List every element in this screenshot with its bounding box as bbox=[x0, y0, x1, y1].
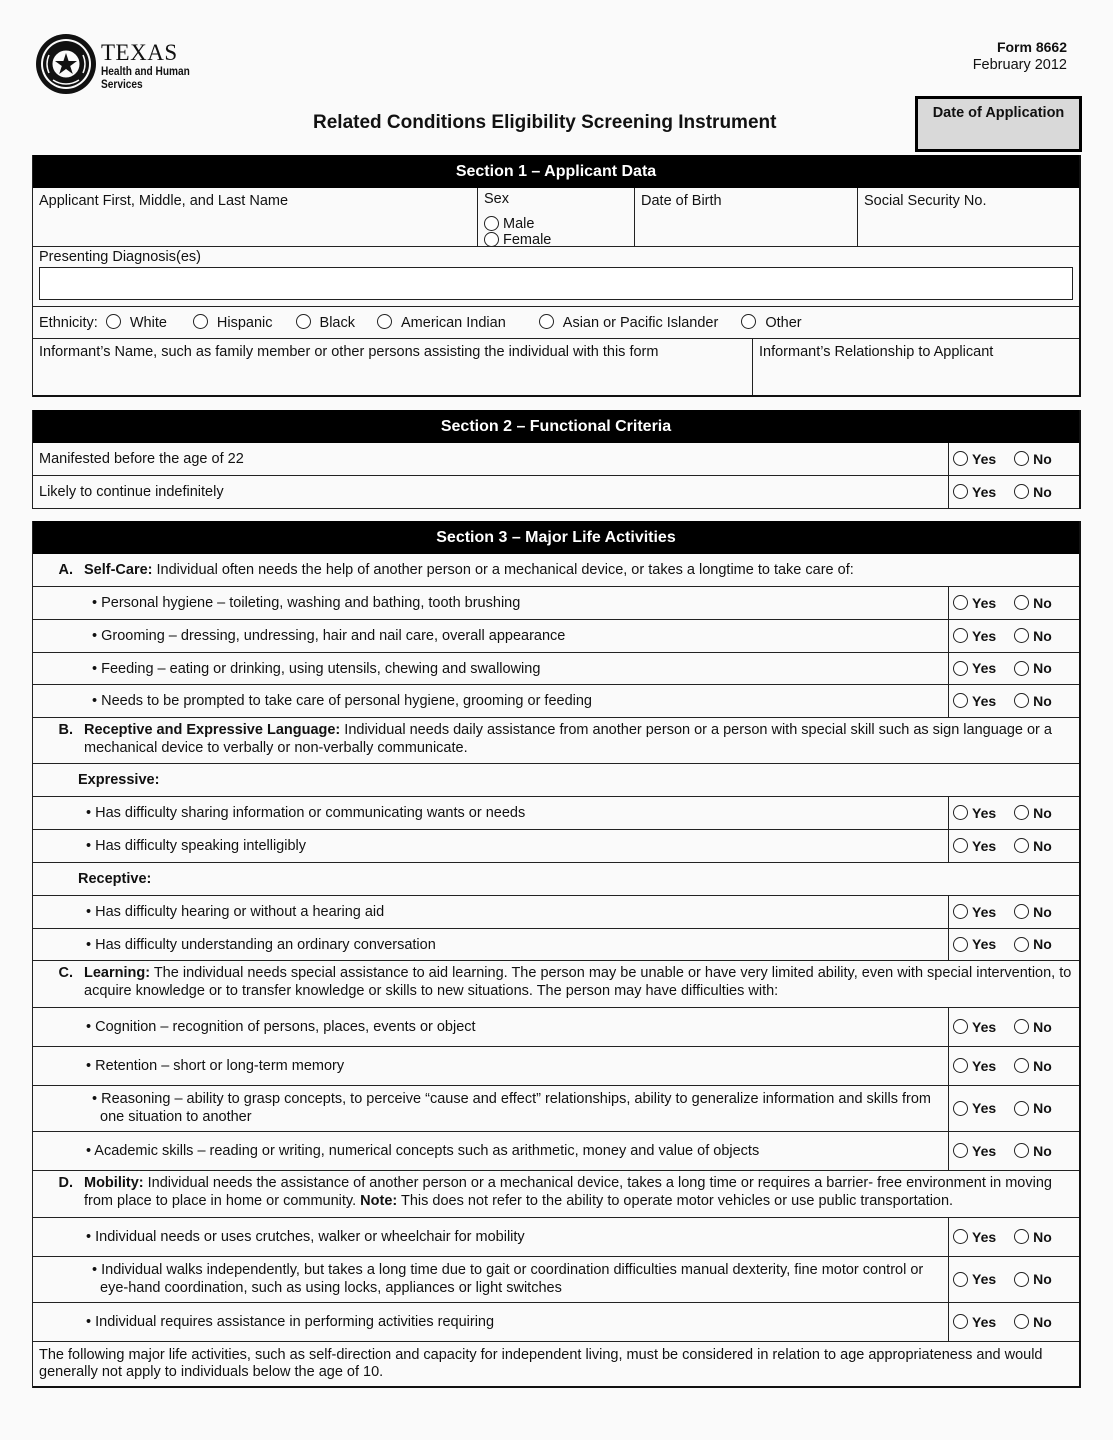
question-text: • Feeding – eating or drinking, using utensils, chewing and swallowing bbox=[92, 660, 541, 677]
agency-sub-1: Health and Human bbox=[101, 66, 190, 78]
no-option[interactable]: No bbox=[1014, 451, 1052, 468]
no-option[interactable]: No bbox=[1014, 693, 1052, 710]
yes-option[interactable]: Yes bbox=[953, 805, 996, 822]
yes-option[interactable]: Yes bbox=[953, 838, 996, 855]
radio-icon[interactable] bbox=[1014, 1101, 1029, 1116]
radio-icon[interactable] bbox=[539, 314, 554, 329]
radio-icon[interactable] bbox=[953, 1058, 968, 1073]
section-3-title: Section 3 – Major Life Activities bbox=[33, 521, 1079, 554]
date-of-birth-label: Date of Birth bbox=[641, 193, 722, 209]
radio-icon[interactable] bbox=[1014, 484, 1029, 499]
radio-icon[interactable] bbox=[953, 661, 968, 676]
category-learning: C. Learning: The individual needs special assistance to aid learning. The person may be unable or have very limited ability, even with special intervention, to acquire knowledge or to transfer knowledge or skills to new situations. The person may have difficulties with: bbox=[33, 961, 1079, 1008]
radio-icon[interactable] bbox=[1014, 451, 1029, 466]
radio-icon[interactable] bbox=[1014, 1058, 1029, 1073]
category-heading: Self-Care: bbox=[84, 562, 153, 578]
radio-icon[interactable] bbox=[953, 1143, 968, 1158]
question-row bbox=[33, 587, 1079, 620]
radio-icon[interactable] bbox=[953, 805, 968, 820]
radio-icon[interactable] bbox=[953, 838, 968, 853]
no-option[interactable]: No bbox=[1014, 595, 1052, 612]
informant-relationship-field[interactable] bbox=[753, 339, 1079, 395]
question-row bbox=[33, 443, 1079, 476]
yes-option[interactable]: Yes bbox=[953, 451, 996, 468]
category-mobility: D. Mobility: Individual needs the assistance of another person or a mechanical device, takes a long time or requires a barrier- free environment in moving from place to place in home or community. Note: This does not refer to the ability to operate motor vehicles or use public transportation. bbox=[33, 1171, 1079, 1218]
ssn-label: Social Security No. bbox=[864, 193, 987, 209]
question-text: • Has difficulty understanding an ordinary conversation bbox=[86, 936, 436, 953]
no-option[interactable]: No bbox=[1014, 936, 1052, 953]
ethnicity-option-black[interactable]: Black bbox=[296, 315, 355, 331]
section-3-major-life-activities bbox=[32, 521, 1081, 1388]
radio-icon[interactable] bbox=[953, 904, 968, 919]
subheading-receptive: Receptive: bbox=[33, 863, 1079, 896]
radio-icon[interactable] bbox=[484, 232, 499, 247]
no-option[interactable]: No bbox=[1014, 805, 1052, 822]
question-row bbox=[33, 929, 1079, 961]
radio-icon[interactable] bbox=[953, 451, 968, 466]
section-2-title: Section 2 – Functional Criteria bbox=[33, 410, 1079, 443]
radio-icon[interactable] bbox=[1014, 661, 1029, 676]
agency-sub-2: Services bbox=[101, 79, 143, 91]
section-2-functional-criteria bbox=[32, 410, 1081, 509]
question-row bbox=[33, 620, 1079, 653]
no-option[interactable]: No bbox=[1014, 628, 1052, 645]
informant-name-field[interactable] bbox=[33, 339, 753, 395]
question-row bbox=[33, 1257, 1079, 1303]
diagnosis-label: Presenting Diagnosis(es) bbox=[39, 249, 201, 265]
question-row bbox=[33, 1218, 1079, 1257]
radio-icon[interactable] bbox=[1014, 838, 1029, 853]
ethnicity-option-white[interactable]: White bbox=[106, 315, 167, 331]
hhs-logo bbox=[35, 33, 202, 95]
radio-icon[interactable] bbox=[1014, 904, 1029, 919]
radio-icon[interactable] bbox=[741, 314, 756, 329]
question-text: • Cognition – recognition of persons, places, events or object bbox=[86, 1019, 476, 1035]
document-title: Related Conditions Eligibility Screening Instrument bbox=[313, 112, 777, 133]
no-option[interactable]: No bbox=[1014, 484, 1052, 501]
radio-icon[interactable] bbox=[1014, 1229, 1029, 1244]
diagnosis-input[interactable] bbox=[39, 267, 1073, 300]
no-option[interactable]: No bbox=[1014, 904, 1052, 921]
no-option[interactable]: No bbox=[1014, 838, 1052, 855]
question-text: • Personal hygiene – toileting, washing and bathing, tooth brushing bbox=[92, 595, 521, 611]
ethnicity-row bbox=[33, 307, 1079, 339]
radio-icon[interactable] bbox=[953, 484, 968, 499]
ethnicity-label: Ethnicity: bbox=[39, 314, 98, 331]
question-row bbox=[33, 1303, 1079, 1342]
form-date: February 2012 bbox=[972, 57, 1067, 73]
question-row bbox=[33, 653, 1079, 685]
question-text: • Has difficulty speaking intelligibly bbox=[86, 838, 306, 854]
question-row bbox=[33, 1047, 1079, 1086]
radio-icon[interactable] bbox=[1014, 628, 1029, 643]
question-text: • Reasoning – ability to grasp concepts, to perceive “cause and effect” relationships, ability to generalize information and skills from one situation to another bbox=[92, 1091, 931, 1125]
radio-icon[interactable] bbox=[953, 1272, 968, 1287]
yes-option[interactable]: Yes bbox=[953, 1229, 996, 1246]
date-of-birth-field[interactable] bbox=[635, 188, 858, 246]
radio-icon[interactable] bbox=[1014, 595, 1029, 610]
radio-icon[interactable] bbox=[484, 216, 499, 231]
question-text: • Has difficulty sharing information or communicating wants or needs bbox=[86, 805, 526, 821]
question-row bbox=[33, 1132, 1079, 1171]
yes-option[interactable]: Yes bbox=[953, 628, 996, 645]
radio-icon[interactable] bbox=[1014, 1143, 1029, 1158]
radio-icon[interactable] bbox=[377, 314, 392, 329]
ethnicity-option-american-indian[interactable]: American Indian bbox=[377, 315, 506, 331]
question-text: • Individual walks independently, but takes a long time due to gait or coordination difficulties manual dexterity, fine motor control or eye-hand coordination, such as using locks, appliances or light switches bbox=[92, 1262, 924, 1296]
radio-icon[interactable] bbox=[1014, 1314, 1029, 1329]
ssn-field[interactable] bbox=[858, 188, 1079, 246]
no-option[interactable]: No bbox=[1014, 1229, 1052, 1246]
radio-icon[interactable] bbox=[953, 693, 968, 708]
sex-field bbox=[478, 188, 635, 246]
section-1-title: Section 1 – Applicant Data bbox=[33, 155, 1079, 188]
category-heading: Learning: bbox=[84, 965, 151, 981]
category-description: Individual needs daily assistance from another person or a person with special skill such as sign language or a mechanical device to verbally or non-verbally communicate. bbox=[84, 722, 1052, 756]
radio-icon[interactable] bbox=[953, 1019, 968, 1034]
yes-option[interactable]: Yes bbox=[953, 1019, 996, 1036]
question-text: • Has difficulty hearing or without a hearing aid bbox=[86, 904, 385, 920]
category-heading: Mobility: bbox=[84, 1175, 144, 1191]
radio-icon[interactable] bbox=[193, 314, 208, 329]
no-option[interactable]: No bbox=[1014, 1314, 1052, 1331]
category-self-care: A. Self-Care: Individual often needs the help of another person or a mechanical device, or takes a longtime to take care of: bbox=[33, 554, 1079, 587]
radio-icon[interactable] bbox=[953, 937, 968, 952]
question-row bbox=[33, 685, 1079, 718]
question-text: • Retention – short or long-term memory bbox=[86, 1058, 345, 1074]
radio-icon[interactable] bbox=[106, 314, 121, 329]
question-row bbox=[33, 1008, 1079, 1047]
yes-option[interactable]: Yes bbox=[953, 595, 996, 612]
no-option[interactable]: No bbox=[1014, 1100, 1052, 1117]
question-row bbox=[33, 830, 1079, 863]
yes-option[interactable]: Yes bbox=[953, 904, 996, 921]
category-description: Individual often needs the help of another person or a mechanical device, or takes a longtime to take care of: bbox=[152, 562, 854, 578]
date-of-application-label: Date of Application bbox=[932, 105, 1065, 121]
category-language: B. Receptive and Expressive Language: Individual needs daily assistance from another person or a person with special skill such as sign language or a mechanical device to verbally or non-verbally communicate. bbox=[33, 718, 1079, 764]
yes-option[interactable]: Yes bbox=[953, 1271, 996, 1288]
question-text: • Grooming – dressing, undressing, hair and nail care, overall appearance bbox=[92, 628, 566, 644]
form-number: Form 8662 bbox=[996, 39, 1067, 55]
radio-icon[interactable] bbox=[1014, 1019, 1029, 1034]
question-row bbox=[33, 896, 1079, 929]
ethnicity-option-other[interactable]: Other bbox=[741, 315, 801, 331]
date-of-application-field[interactable] bbox=[915, 96, 1082, 152]
no-option[interactable]: No bbox=[1014, 1019, 1052, 1036]
radio-icon[interactable] bbox=[953, 595, 968, 610]
radio-icon[interactable] bbox=[1014, 805, 1029, 820]
yes-option[interactable]: Yes bbox=[953, 1058, 996, 1075]
category-description: The individual needs special assistance to aid learning. The person may be unable or have very limited ability, even with special intervention, to acquire knowledge or to transfer knowledge or skills to new situations. The person may have difficulties with: bbox=[84, 965, 1072, 999]
category-description: Individual needs the assistance of another person or a mechanical device, takes a long time or requires a barrier- free environment in moving from place to place in home or community. bbox=[84, 1175, 1052, 1209]
sex-option-female[interactable]: Female bbox=[484, 232, 551, 248]
radio-icon[interactable] bbox=[953, 628, 968, 643]
yes-option[interactable]: Yes bbox=[953, 936, 996, 953]
question-row bbox=[33, 797, 1079, 830]
yes-option[interactable]: Yes bbox=[953, 660, 996, 677]
question-text: • Individual needs or uses crutches, walker or wheelchair for mobility bbox=[86, 1229, 525, 1245]
question-row bbox=[33, 1086, 1079, 1132]
category-heading: Receptive and Expressive Language: bbox=[84, 722, 341, 738]
agency-name: TEXAS bbox=[101, 40, 178, 65]
informant-relationship-label: Informant’s Relationship to Applicant bbox=[759, 344, 994, 360]
yes-option[interactable]: Yes bbox=[953, 484, 996, 501]
sex-option-male[interactable]: Male bbox=[484, 216, 534, 232]
question-text: Likely to continue indefinitely bbox=[39, 484, 224, 500]
applicant-name-label: Applicant First, Middle, and Last Name bbox=[39, 193, 289, 209]
radio-icon[interactable] bbox=[953, 1229, 968, 1244]
question-text: Manifested before the age of 22 bbox=[39, 451, 244, 467]
ethnicity-option-asian-pacific-islander[interactable]: Asian or Pacific Islander bbox=[539, 315, 719, 331]
yes-option[interactable]: Yes bbox=[953, 693, 996, 710]
note-text: This does not refer to the ability to operate motor vehicles or use public transportation. bbox=[397, 1193, 954, 1209]
subheading-expressive: Expressive: bbox=[33, 764, 1079, 797]
yes-option[interactable]: Yes bbox=[953, 1100, 996, 1117]
radio-icon[interactable] bbox=[296, 314, 311, 329]
informant-name-label: Informant’s Name, such as family member or other persons assisting the individual with this form bbox=[39, 344, 659, 360]
note-label: Note: bbox=[360, 1193, 398, 1209]
no-option[interactable]: No bbox=[1014, 1143, 1052, 1160]
radio-icon[interactable] bbox=[953, 1314, 968, 1329]
no-option[interactable]: No bbox=[1014, 1271, 1052, 1288]
no-option[interactable]: No bbox=[1014, 1058, 1052, 1075]
sex-label: Sex bbox=[484, 191, 509, 207]
question-text: • Individual requires assistance in performing activities requiring bbox=[86, 1314, 495, 1330]
question-row bbox=[33, 476, 1079, 509]
section-1-applicant-data bbox=[32, 155, 1081, 397]
radio-icon[interactable] bbox=[1014, 937, 1029, 952]
yes-option[interactable]: Yes bbox=[953, 1314, 996, 1331]
age-appropriateness-note: The following major life activities, such as self-direction and capacity for independent living, must be considered in relation to age appropriateness and would generally not apply to individuals below the age of 10. bbox=[33, 1342, 1079, 1388]
applicant-name-field[interactable] bbox=[33, 188, 478, 246]
yes-option[interactable]: Yes bbox=[953, 1143, 996, 1160]
radio-icon[interactable] bbox=[1014, 693, 1029, 708]
texas-seal-icon bbox=[35, 33, 97, 95]
no-option[interactable]: No bbox=[1014, 660, 1052, 677]
radio-icon[interactable] bbox=[953, 1101, 968, 1116]
ethnicity-option-hispanic[interactable]: Hispanic bbox=[193, 315, 273, 331]
radio-icon[interactable] bbox=[1014, 1272, 1029, 1287]
question-text: • Academic skills – reading or writing, numerical concepts such as arithmetic, money and value of objects bbox=[86, 1143, 760, 1159]
question-text: • Needs to be prompted to take care of personal hygiene, grooming or feeding bbox=[92, 693, 592, 709]
